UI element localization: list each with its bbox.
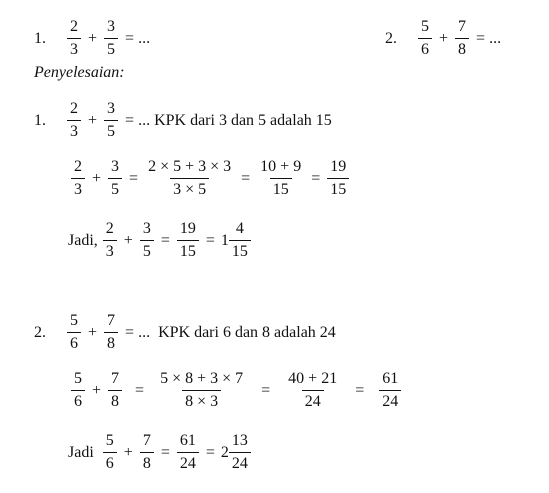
kpk-text: ... KPK dari 6 dan 8 adalah 24 bbox=[138, 323, 336, 341]
fraction: $\frac{5}{6}$ bbox=[67, 312, 81, 353]
solution-heading: Penyelesaian: bbox=[34, 64, 125, 81]
plus-sign: + bbox=[88, 111, 98, 129]
mixed-whole: 2 bbox=[220, 443, 229, 461]
plus-sign: + bbox=[88, 323, 98, 341]
problem-1 bbox=[34, 18, 150, 59]
fraction: $\frac{2}{3}$ bbox=[103, 220, 117, 261]
equals-sign: = bbox=[311, 169, 321, 187]
fraction: $\frac{2}{3}$ bbox=[67, 18, 81, 59]
equals-sign: = bbox=[205, 231, 215, 249]
equals-sign: = bbox=[160, 231, 170, 249]
fraction: $\frac{19}{15}$ bbox=[327, 158, 349, 199]
fraction: $\frac{2 \times 5 + 3 \times 3}{3 \times 5}$ bbox=[148, 158, 232, 198]
fraction: $\frac{5}{6}$ bbox=[71, 370, 85, 411]
kpk-text: ... KPK dari 3 dan 5 adalah 15 bbox=[138, 111, 332, 129]
equals-sign: = bbox=[125, 323, 135, 341]
fraction: $\frac{7}{8}$ bbox=[455, 18, 469, 59]
fraction: $\frac{61}{24}$ bbox=[379, 370, 401, 411]
fraction: $\frac{3}{5}$ bbox=[140, 220, 154, 261]
ellipsis: ... bbox=[489, 29, 502, 47]
solution-1-line-3 bbox=[68, 220, 254, 261]
equals-sign: = bbox=[129, 169, 139, 187]
fraction: $\frac{13}{24}$ bbox=[229, 432, 251, 473]
jadi-label: Jadi bbox=[68, 443, 94, 461]
plus-sign: + bbox=[88, 29, 98, 47]
fraction: $\frac{3}{5}$ bbox=[108, 158, 122, 199]
equals-sign: = bbox=[160, 443, 170, 461]
fraction: $\frac{5 \times 8 + 3 \times 7}{8 \times 3}$ bbox=[160, 370, 244, 410]
plus-sign: + bbox=[92, 381, 102, 399]
fraction: $\frac{2}{3}$ bbox=[67, 100, 81, 141]
equals-sign: = bbox=[476, 29, 486, 47]
fraction: $\frac{61}{24}$ bbox=[177, 432, 199, 473]
fraction: $\frac{5}{6}$ bbox=[418, 18, 432, 59]
fraction: $\frac{7}{8}$ bbox=[140, 432, 154, 473]
mixed-whole: 1 bbox=[220, 231, 229, 249]
solution-1-line-1 bbox=[34, 100, 332, 141]
fraction: $\frac{7}{8}$ bbox=[104, 312, 118, 353]
problem-number: 1. bbox=[34, 29, 46, 47]
solution-number: 2. bbox=[34, 323, 46, 341]
plus-sign: + bbox=[123, 443, 133, 461]
ellipsis: ... bbox=[138, 29, 151, 47]
fraction: $\frac{2}{3}$ bbox=[71, 158, 85, 199]
solution-2-line-2 bbox=[68, 370, 404, 411]
equals-sign: = bbox=[355, 381, 365, 399]
solution-2-line-1 bbox=[34, 312, 336, 353]
equals-sign: = bbox=[241, 169, 251, 187]
solution-2-line-3 bbox=[68, 432, 254, 473]
plus-sign: + bbox=[123, 231, 133, 249]
plus-sign: + bbox=[92, 169, 102, 187]
fraction: $\frac{3}{5}$ bbox=[104, 100, 118, 141]
equals-sign: = bbox=[125, 111, 135, 129]
plus-sign: + bbox=[439, 29, 449, 47]
jadi-label: Jadi, bbox=[68, 231, 98, 249]
equals-sign: = bbox=[135, 381, 145, 399]
fraction: $\frac{5}{6}$ bbox=[103, 432, 117, 473]
problem-2 bbox=[385, 18, 501, 59]
fraction: $\frac{19}{15}$ bbox=[177, 220, 199, 261]
fraction: $\frac{7}{8}$ bbox=[108, 370, 122, 411]
solution-number: 1. bbox=[34, 111, 46, 129]
fraction: $\frac{10 + 9}{15}$ bbox=[260, 158, 302, 198]
fraction: $\frac{40 + 21}{24}$ bbox=[288, 370, 338, 410]
equals-sign: = bbox=[125, 29, 135, 47]
problem-number: 2. bbox=[385, 29, 397, 47]
fraction: $\frac{3}{5}$ bbox=[104, 18, 118, 59]
solution-1-line-2 bbox=[68, 158, 352, 199]
fraction: $\frac{4}{15}$ bbox=[229, 220, 251, 261]
equals-sign: = bbox=[261, 381, 271, 399]
equals-sign: = bbox=[205, 443, 215, 461]
